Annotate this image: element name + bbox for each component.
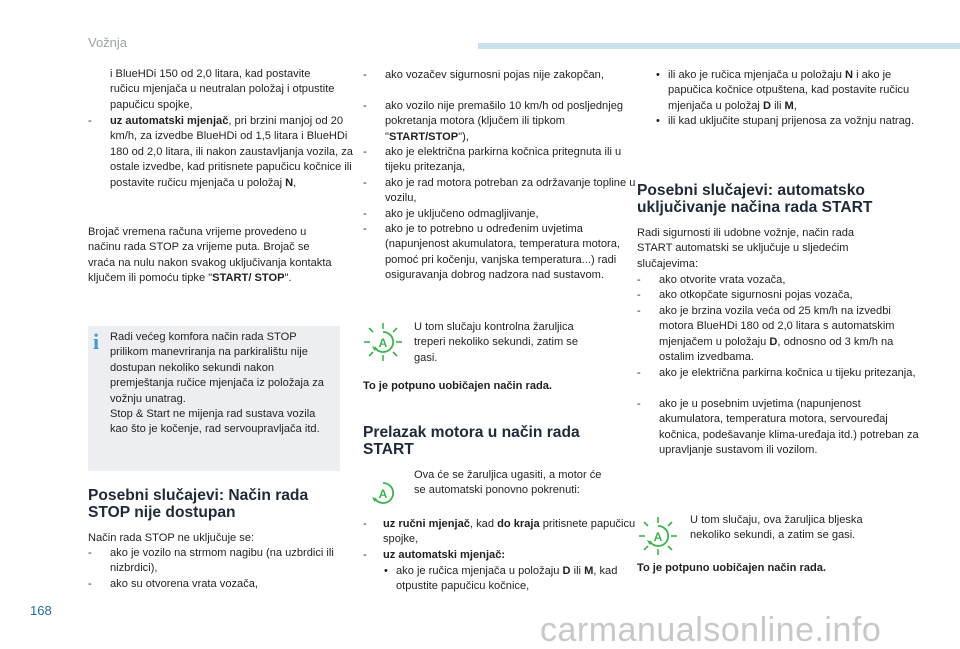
footer-watermark[interactable]: carmanualsonline.info bbox=[540, 611, 882, 649]
counter-text: Brojač vremena računa vrijeme provedeno u načinu rada STOP za vrijeme puta. Brojač se vraća na nulu nakon svakog uključivanja kontakta ključem ili pomoću tipke " bbox=[88, 226, 332, 285]
svg-text:A: A bbox=[378, 336, 388, 350]
col2-auto-item: - uz automatski mjenjač: bbox=[363, 549, 506, 561]
svg-text:A: A bbox=[653, 530, 663, 544]
auto-label: uz automatski mjenjač bbox=[110, 115, 229, 127]
col1-continuation: i BlueHDi 150 od 2,0 litara, kad postavite ručicu mjenjača u neutralan položaj i otpustite papučicu spojke, bbox=[110, 68, 335, 111]
info-icon: i bbox=[93, 329, 100, 354]
start-lamp-icon bbox=[362, 472, 404, 514]
col3-lamp-text: U tom slučaju, ova žaruljica bljeska nekoliko sekundi, a zatim se gasi. bbox=[690, 514, 863, 542]
col2-heading: Prelazak motora u način rada START bbox=[363, 424, 580, 458]
col3-item-3: - ako je brzina vozila veća od 25 km/h na izvedbi motora BlueHDi 180 od 2,0 litara s automatskim mjenjačem u položaju D, odnosno od 3 km/h na ostalim izvedbama. bbox=[637, 305, 895, 364]
col3-item-1: - ako otvorite vrata vozača, bbox=[637, 274, 786, 286]
col2-item-6: - ako je to potrebno u određenim uvjetima (napunjenost akumulatora, temperatura motora, pomoć pri kočenju, vanjska temperatura...) radi osiguravanja dobrog nadzora nad sustavom. bbox=[363, 223, 620, 282]
col1-auto-item: - uz automatski mjenjač, pri brzini manjoj od 20 km/h, za izvedbe BlueHDi od 1,5 litara i BlueHDi 180 od 2,0 litara, ili nakon zaustavljanja vozila, za ostale izvedbe, kad pritisnete papučicu kočnice ili postavite ručicu mjenjača u položaj N, bbox=[88, 115, 353, 189]
auto-end: , bbox=[293, 176, 297, 189]
start-stop-key: START/STOP bbox=[388, 130, 459, 143]
auto-rest: , pri brzini manjoj od 20 km/h, za izvedbe BlueHDi od 1,5 litara i BlueHDi 180 od 2,0 litara, ili nakon zaustavljanja vozila, za ostale izvedbe, kad pritisnete papučicu kočnice ili postavite ručicu mjenjača u položaj bbox=[110, 115, 353, 189]
counter-key: START/ STOP bbox=[212, 272, 285, 285]
auto-N: N bbox=[285, 176, 294, 189]
page-number: 168 bbox=[30, 603, 52, 618]
col2-item-2: - ako vozilo nije premašilo 10 km/h od posljednjeg pokretanja motora (ključem ili tipkom "START/STOP"), bbox=[363, 100, 624, 143]
col3-intro: Radi sigurnosti ili udobne vožnje, način rada START automatski se uključuje u sljedećim slučajevima: bbox=[637, 227, 855, 270]
info-box bbox=[88, 326, 340, 471]
header-accent-bar bbox=[478, 43, 960, 49]
col3-item-4: - ako je električna parkirna kočnica u tijeku pritezanja, bbox=[637, 367, 916, 379]
col2-item-5: - ako je uključeno odmagljivanje, bbox=[363, 208, 539, 220]
counter-paragraph bbox=[88, 225, 334, 287]
col2-normal-note: To je potpuno uobičajen način rada. bbox=[363, 380, 553, 392]
col3-item-2: - ako otkopčate sigurnosni pojas vozača, bbox=[637, 289, 853, 301]
info-text-2: Stop & Start ne mijenja rad sustava vozila kao što je kočenje, rad servoupravljača itd. bbox=[110, 408, 320, 436]
col3-bullet-2: • ili ako je ručica mjenjača u položaju N i ako je papučica kočnice otpuštena, kad postavite ručicu mjenjača u položaj D ili M, bbox=[656, 69, 910, 112]
start-lamp-icon-flashing bbox=[362, 321, 404, 363]
col1-heading: Posebni slučajevi: Način rada STOP nije dostupan bbox=[88, 487, 309, 521]
col1-item-1: - ako je vozilo na strmom nagibu (na uzbrdici ili nizbrdici), bbox=[88, 547, 334, 575]
col3-normal-note: To je potpuno uobičajen način rada. bbox=[637, 562, 827, 574]
col2-item-4: - ako je rad motora potreban za održavanje topline u vozilu, bbox=[363, 177, 636, 205]
col1-item-2: - ako su otvorena vrata vozača, bbox=[88, 578, 258, 590]
col2-manual-item: - uz ručni mjenjač, kad do kraja pritisnete papučicu spojke, bbox=[363, 518, 636, 546]
col2-bullet-1: • ako je ručica mjenjača u položaju D ili M, kad otpustite papučicu kočnice, bbox=[384, 565, 618, 593]
col2-lamp-text: U tom slučaju kontrolna žaruljica treperi nekoliko sekundi, zatim se gasi. bbox=[414, 321, 579, 364]
start-lamp-icon-blinking bbox=[637, 515, 679, 557]
col3-bullet-3: • ili kad uključite stupanj prijenosa za vožnju natrag. bbox=[656, 115, 915, 127]
info-text: Radi većeg komfora način rada STOP prilikom manevriranja na parkiralištu nije dostupan nekoliko sekundi nakon premještanja ručice mjenjača iz položaja za vožnju unatrag. bbox=[110, 331, 324, 405]
col1-intro: Način rada STOP ne uključuje se: bbox=[88, 532, 255, 544]
col3-heading: Posebni slučajevi: automatsko uključivanje načina rada START bbox=[637, 182, 873, 216]
col2-lamp2-text: Ova će se žaruljica ugasiti, a motor će se automatski ponovno pokrenuti: bbox=[414, 469, 602, 497]
section-title: Vožnja bbox=[88, 35, 128, 50]
svg-text:A: A bbox=[378, 487, 388, 501]
counter-end: ". bbox=[284, 272, 292, 285]
col2-item-3: - ako je električna parkirna kočnica pritegnuta ili u tijeku pritezanja, bbox=[363, 146, 622, 174]
col3-item-5: - ako je u posebnim uvjetima (napunjenost akumulatora, temperatura motora, servouređaj kočnica, podešavanje klima-uređaja itd.) potreban za upravljanje sustavom ili vozilom. bbox=[637, 398, 919, 457]
col2-item-1: - ako vozačev sigurnosni pojas nije zakopčan, bbox=[363, 69, 604, 81]
